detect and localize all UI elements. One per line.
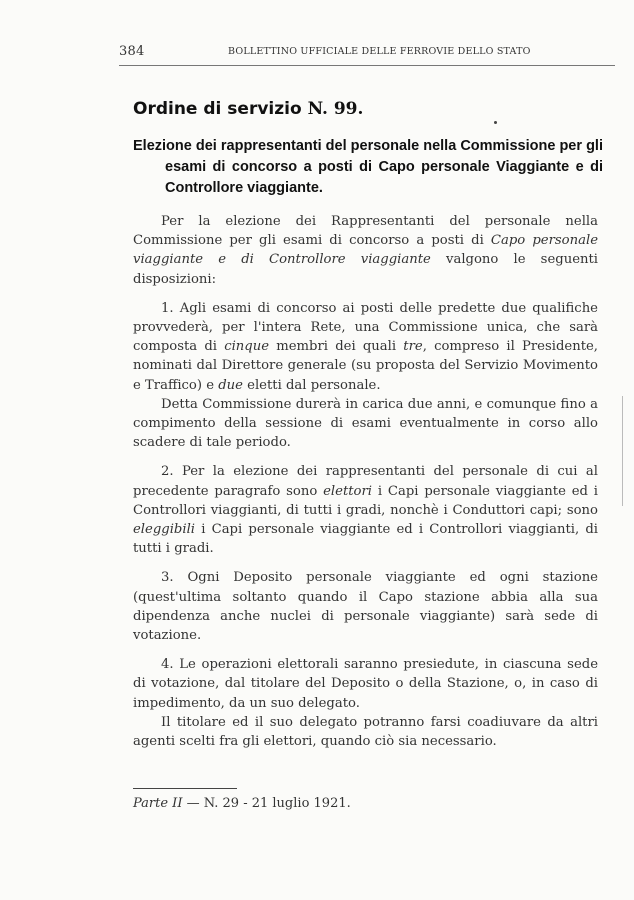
footer-issue: — N. 29 - 21 luglio 1921.: [182, 796, 351, 811]
page-number: 384: [119, 44, 145, 59]
section-4-paragraph: 4. Le operazioni elettorali saranno presiedute, in ciascuna sede di votazione, dal titolare del Deposito o della Stazione, o, in caso di impedimento, da un suo delegato.: [133, 657, 598, 711]
print-speck: [494, 121, 497, 124]
footer-part: Parte II: [133, 796, 183, 811]
order-title: [133, 99, 363, 119]
scan-edge-mark: [622, 396, 623, 506]
footer-reference: [133, 796, 351, 811]
subject-line-3: Controllore viaggiante.: [165, 180, 323, 196]
order-subject: [133, 136, 603, 199]
emphasis-qualifications: Capo personale viaggiante e di Controllore viaggiante: [133, 233, 598, 268]
footer-rule: [133, 788, 237, 789]
order-title-prefix: Ordine di servizio: [133, 99, 302, 119]
section-2-paragraph: 2. Per la elezione dei rappresentanti del personale di cui al precedente paragrafo sono elettori i Capi personale viaggiante ed i Controllori viaggianti, di tutti i gradi, nonchè i Conduttori capi; sono eleggibili i Capi personale viaggiante ed i Controllori viaggianti, di tutti i gradi.: [133, 464, 599, 557]
order-body: [133, 212, 598, 751]
subject-line-2: esami di concorso a posti di Capo personale Viaggiante e di: [165, 159, 603, 175]
order-number: N. 99.: [307, 99, 364, 119]
intro-paragraph: Per la elezione dei Rappresentanti del personale nella Commissione per gli esami di concorso a posti di Capo personale viaggiante e di Controllore viaggiante valgono le seguenti disposizioni:: [133, 214, 599, 287]
section-3-paragraph: 3. Ogni Deposito personale viaggiante ed ogni stazione (quest'ultima soltanto quando il Capo stazione abbia alla sua dipendenza anche nuclei di personale viaggiante) sarà sede di votazione.: [133, 570, 598, 644]
subject-line-1: Elezione dei rappresentanti del personale nella Commissione per gli: [133, 138, 603, 154]
publication-title: BOLLETTINO UFFICIALE DELLE FERROVIE DELLO STATO: [228, 46, 531, 57]
section-1-paragraph: 1. Agli esami di concorso ai posti delle predette due qualifiche provvederà, per l'intera Rete, una Commissione unica, che sarà composta di cinque membri dei quali tre, compreso il Presidente, nominati dal Direttore generale (su proposta del Servizio Movimento e Traffico) e due eletti dal personale.: [133, 300, 598, 393]
section-1-paragraph-2: Detta Commissione durerà in carica due anni, e comunque fino a compimento della sessione di esami eventualmente in corso allo scadere di tale periodo.: [133, 396, 598, 451]
section-4-paragraph-2: Il titolare ed il suo delegato potranno farsi coadiuvare da altri agenti scelti fra gli elettori, quando ciò sia necessario.: [133, 714, 598, 750]
header-rule: [119, 65, 615, 66]
